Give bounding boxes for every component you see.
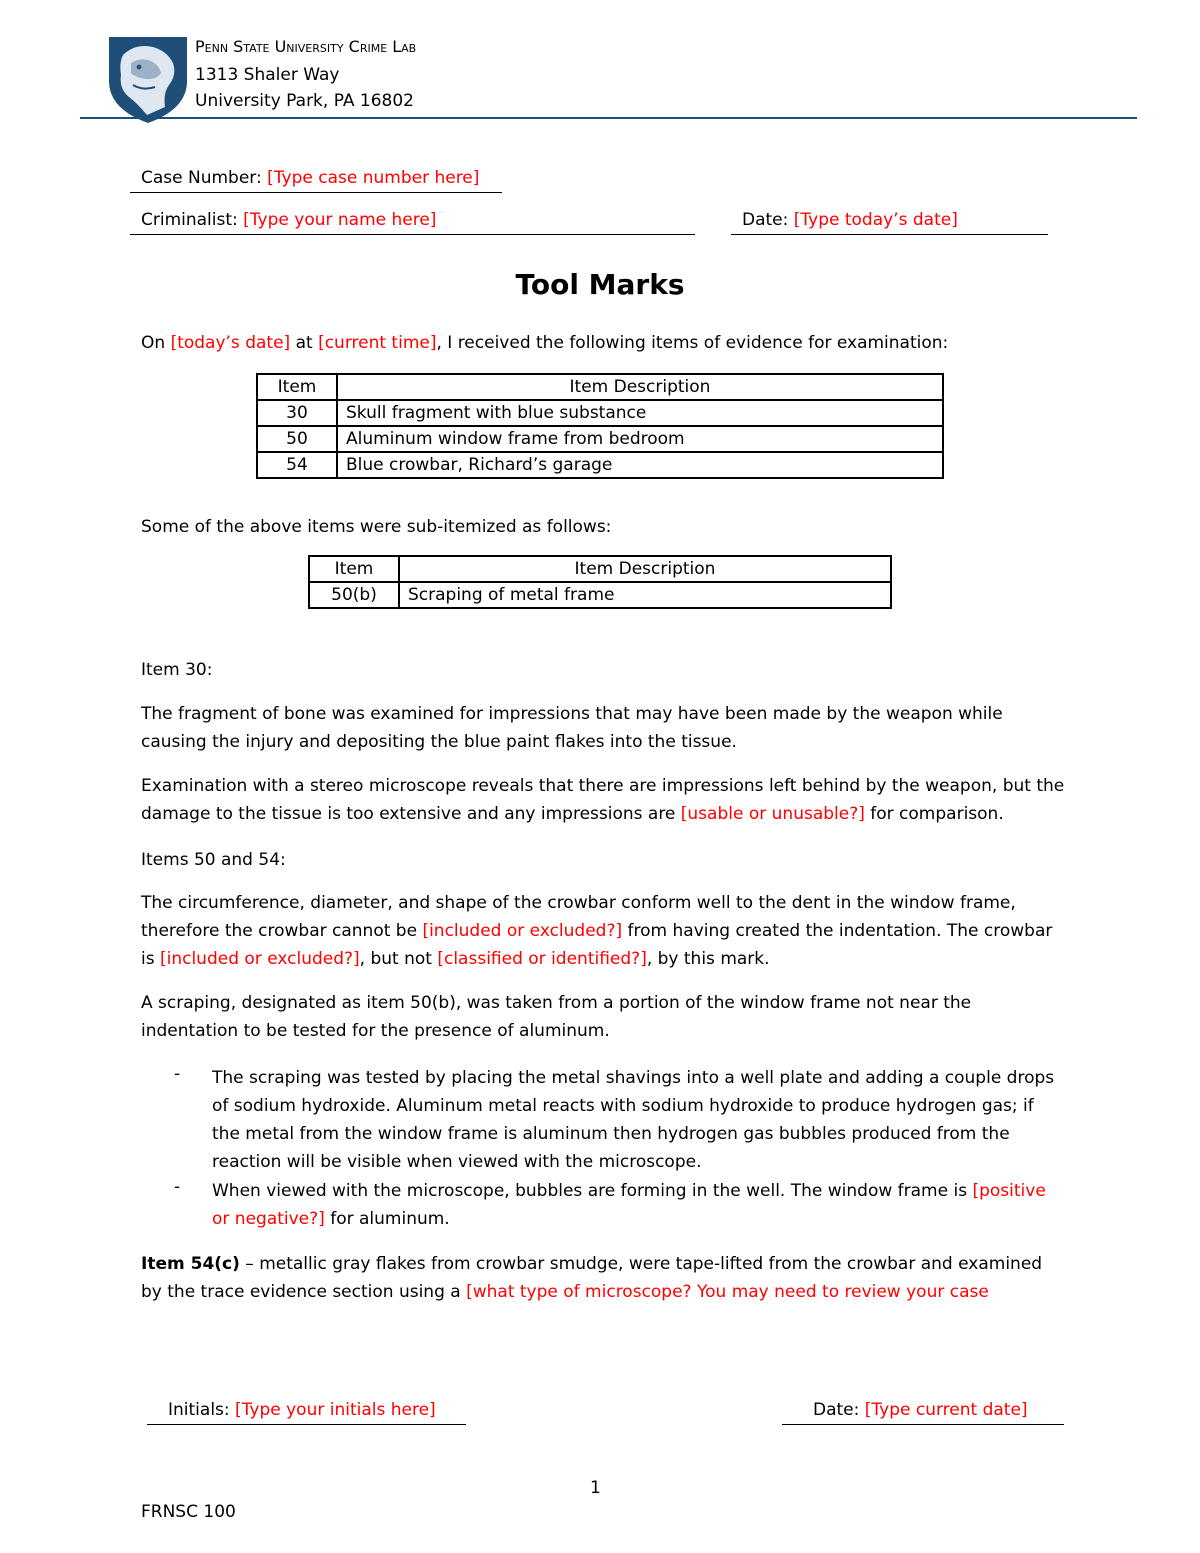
date-underline	[731, 234, 1048, 235]
included-excluded-placeholder-1[interactable]: [included or excluded?]	[422, 921, 623, 941]
date-field[interactable]	[742, 210, 958, 230]
bullet-2-end: for aluminum.	[324, 1209, 450, 1229]
case-number-underline	[130, 192, 502, 193]
lab-name: Penn State University Crime Lab	[195, 37, 417, 56]
criminalist-label: Criminalist:	[141, 210, 238, 230]
case-number-value[interactable]: [Type case number here]	[267, 168, 480, 188]
page-number: 1	[590, 1478, 601, 1498]
table-header-row	[309, 556, 891, 582]
item-30-p2-end: for comparison.	[864, 804, 1004, 824]
received-post: , I received the following items of evidence for examination:	[436, 333, 949, 353]
item-number-cell: 30	[257, 400, 337, 426]
criminalist-value[interactable]: [Type your name here]	[243, 210, 437, 230]
item-description-cell: Scraping of metal frame	[399, 582, 891, 608]
item-30-paragraph-1: The fragment of bone was examined for impressions that may have been made by the weapon while causing the injury and depositing the blue paint flakes into the tissue.	[141, 704, 1003, 752]
included-excluded-placeholder-2[interactable]: [included or excluded?]	[159, 949, 360, 969]
items-50-54-paragraph-2: A scraping, designated as item 50(b), was taken from a portion of the window frame not near the indentation to be tested for the presence of aluminum.	[141, 993, 972, 1041]
column-header-item: Item	[309, 556, 399, 582]
item-number-cell: 54	[257, 452, 337, 478]
nittany-lion-shield-icon	[107, 33, 189, 125]
received-statement	[141, 329, 1066, 357]
lab-city-address: University Park, PA 16802	[195, 91, 414, 111]
bullet-item-2	[212, 1177, 1067, 1233]
header-divider	[80, 117, 1137, 119]
document-title: Tool Marks	[515, 268, 685, 301]
p1-text-b: from having created the indentation. The crowbar is	[141, 921, 1053, 969]
criminalist-field[interactable]	[141, 210, 436, 230]
initials-field[interactable]	[168, 1400, 436, 1420]
microscope-type-placeholder[interactable]: [what type of microscope? You may need to review your case	[466, 1282, 989, 1302]
p1-text-a: The circumference, diameter, and shape of the crowbar conform well to the dent in the window frame, therefore the crowbar cannot be	[141, 893, 1016, 941]
signoff-date-value[interactable]: [Type current date]	[864, 1400, 1028, 1420]
bullet-marker: -	[174, 1064, 181, 1084]
case-number-field[interactable]	[141, 168, 479, 188]
items-50-54-paragraph-1	[141, 889, 1066, 973]
item-number-cell: 50(b)	[309, 582, 399, 608]
item-30-heading: Item 30:	[141, 660, 213, 680]
items-50-54-heading: Items 50 and 54:	[141, 850, 286, 870]
received-mid: at	[290, 333, 319, 353]
p1-text-d: , by this mark.	[646, 949, 770, 969]
initials-underline	[147, 1424, 466, 1425]
item-description-cell: Blue crowbar, Richard’s garage	[337, 452, 943, 478]
column-header-item: Item	[257, 374, 337, 400]
item-30-p2-text: Examination with a stereo microscope reveals that there are impressions left behind by the weapon, but the damage to the tissue is too extensive and any impressions are	[141, 776, 1065, 824]
item-54c-text: – metallic gray flakes from crowbar smudge, were tape-lifted from the crowbar and examined by the trace evidence section using a	[141, 1254, 1043, 1302]
item-54c-paragraph	[141, 1250, 1066, 1306]
course-code: FRNSC 100	[141, 1502, 236, 1522]
table-row	[257, 426, 943, 452]
signoff-date-label: Date:	[813, 1400, 860, 1420]
evidence-items-table	[256, 373, 944, 479]
item-number-cell: 50	[257, 426, 337, 452]
sub-itemized-intro: Some of the above items were sub-itemized as follows:	[141, 517, 612, 537]
bullet-item-1: The scraping was tested by placing the metal shavings into a well plate and adding a couple drops of sodium hydroxide. Aluminum metal reacts with sodium hydroxide to produce hydrogen gas; if the metal from the window frame is aluminum then hydrogen gas bubbles produced from the reaction will be visible when viewed with the microscope.	[212, 1068, 1055, 1172]
column-header-description: Item Description	[399, 556, 891, 582]
case-number-label: Case Number:	[141, 168, 262, 188]
table-header-row	[257, 374, 943, 400]
item-54c-label: Item 54(c)	[141, 1254, 240, 1274]
signoff-date-field[interactable]	[813, 1400, 1028, 1420]
item-30-paragraph-2	[141, 772, 1066, 828]
item-description-cell: Skull fragment with blue substance	[337, 400, 943, 426]
table-row	[257, 452, 943, 478]
date-value[interactable]: [Type today’s date]	[793, 210, 958, 230]
signoff-date-underline	[782, 1424, 1064, 1425]
initials-value[interactable]: [Type your initials here]	[235, 1400, 436, 1420]
item-description-cell: Aluminum window frame from bedroom	[337, 426, 943, 452]
lab-street-address: 1313 Shaler Way	[195, 65, 340, 85]
received-pre: On	[141, 333, 171, 353]
table-row	[309, 582, 891, 608]
bullet-marker: -	[174, 1177, 181, 1197]
received-time-placeholder[interactable]: [current time]	[318, 333, 437, 353]
table-row	[257, 400, 943, 426]
bullet-2-text: When viewed with the microscope, bubbles are forming in the well. The window frame is	[212, 1181, 973, 1201]
sub-items-table	[308, 555, 892, 609]
positive-negative-placeholder[interactable]: [positive or negative?]	[212, 1181, 1046, 1229]
date-label: Date:	[742, 210, 789, 230]
usable-placeholder[interactable]: [usable or unusable?]	[680, 804, 865, 824]
initials-label: Initials:	[168, 1400, 230, 1420]
classified-identified-placeholder[interactable]: [classified or identified?]	[437, 949, 647, 969]
p1-text-c: , but not	[359, 949, 438, 969]
column-header-description: Item Description	[337, 374, 943, 400]
criminalist-underline	[130, 234, 695, 235]
received-date-placeholder[interactable]: [today’s date]	[170, 333, 291, 353]
